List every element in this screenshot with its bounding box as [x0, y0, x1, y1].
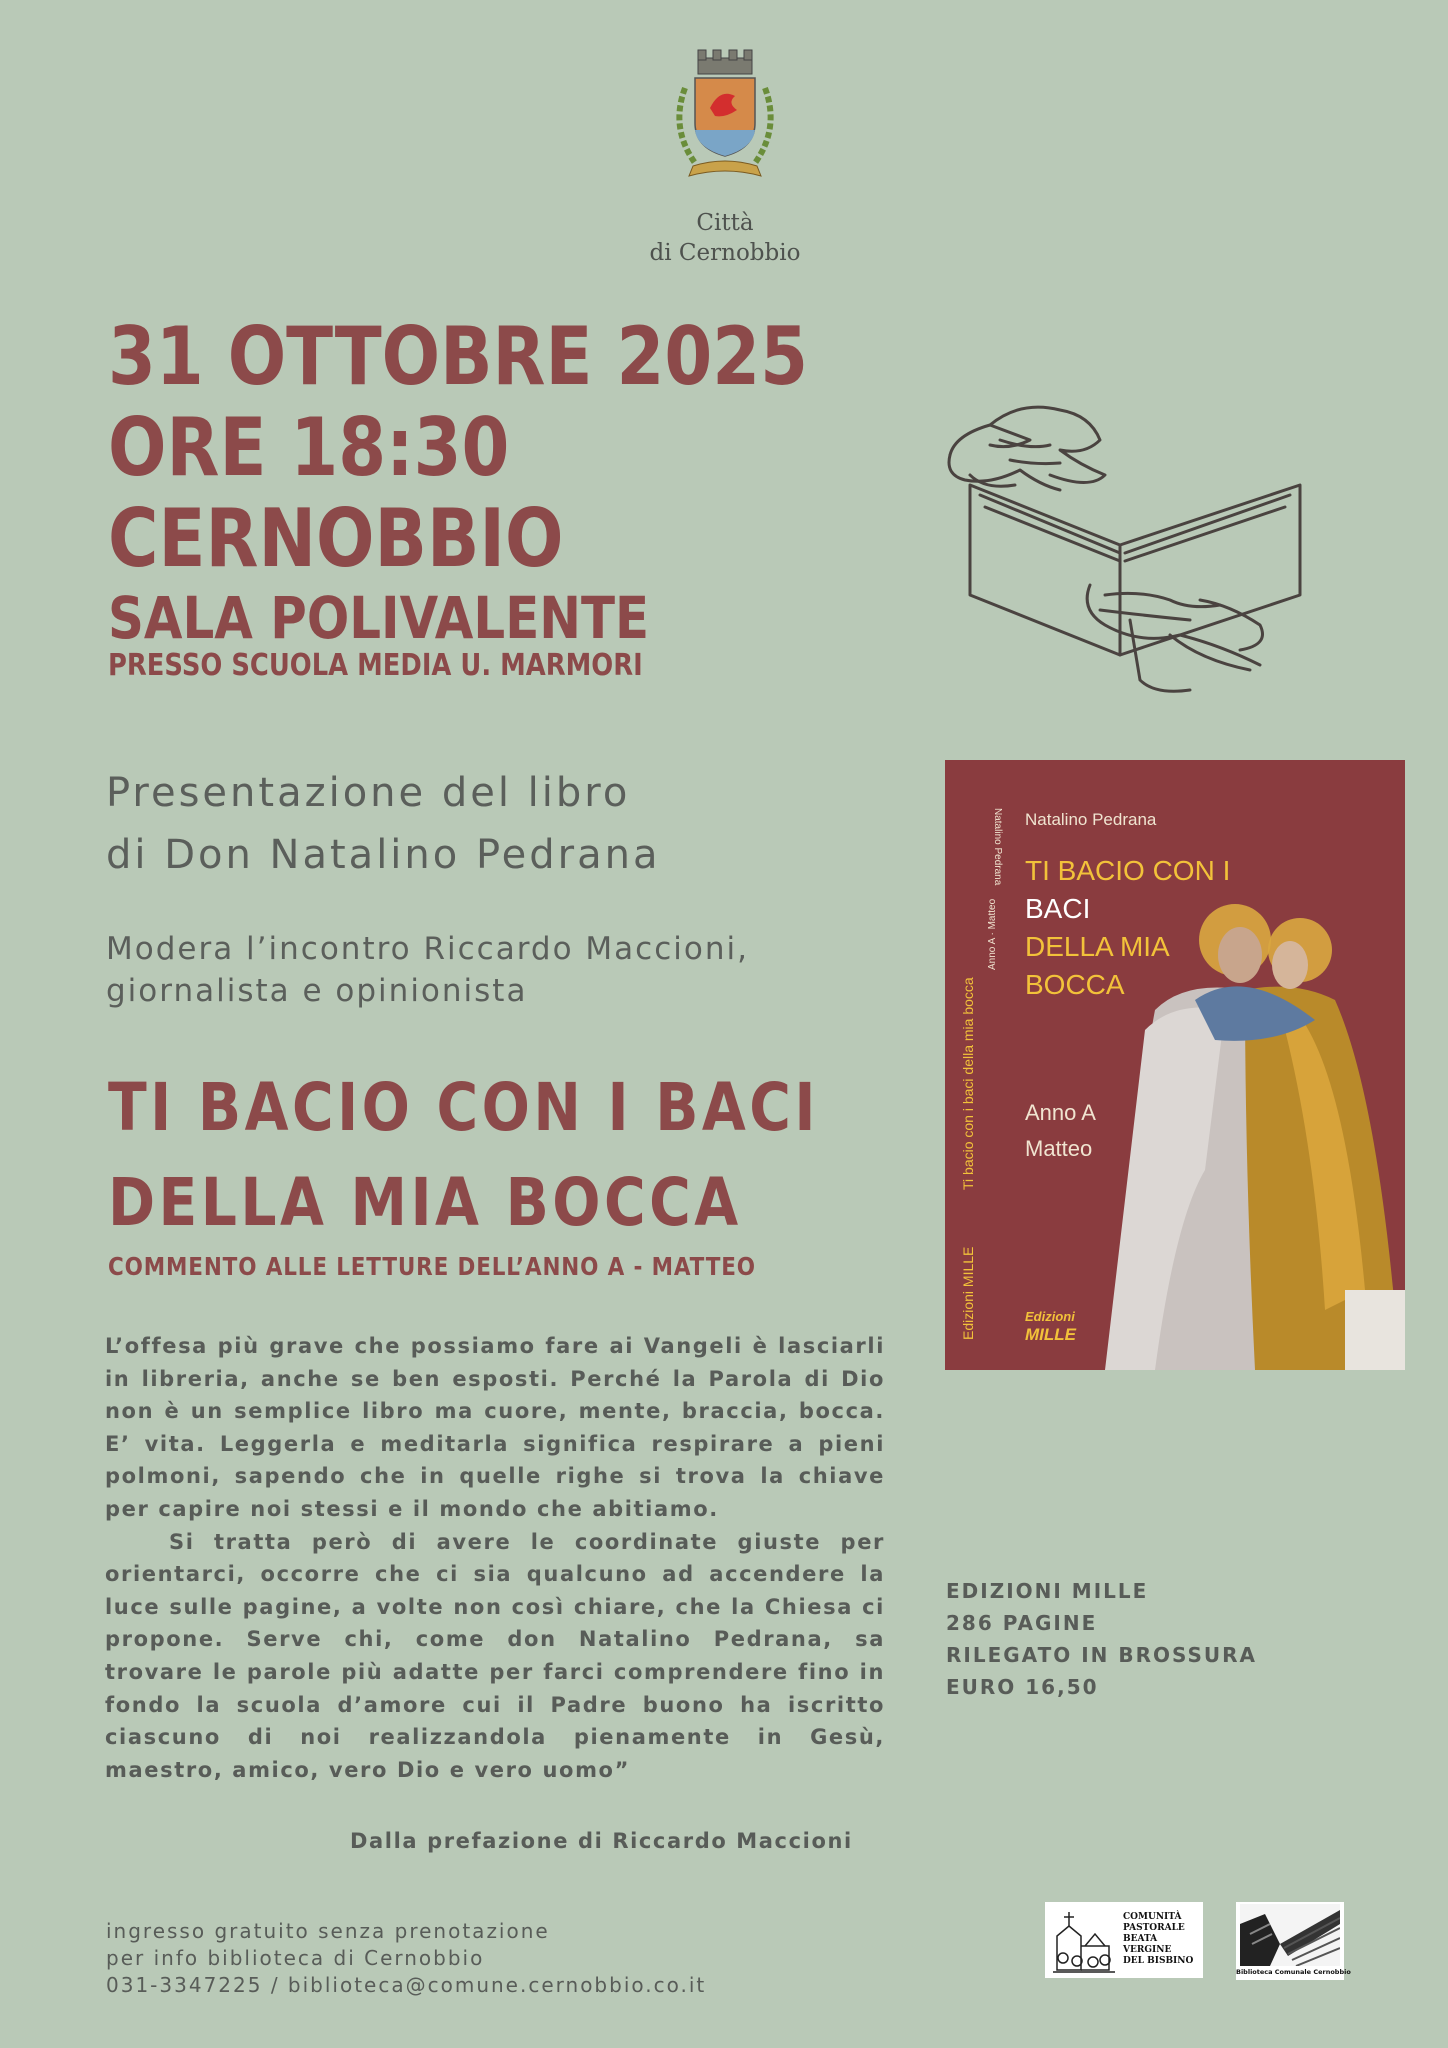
spec-pages: 286 PAGINE	[946, 1611, 1098, 1635]
cover-publisher-line1: Edizioni	[1025, 1309, 1075, 1324]
book-title-line2: DELLA MIA BOCCA	[108, 1164, 742, 1241]
description-paragraph: Si tratta però di avere le coordinate giuste per orientarci, occorre che ci sia qualcuno ad accendere la luce sulle pagine, a volte non così chiare, che la Chiesa ci propone. Serve chi, come don Natalino Pedrana, sa trovare le parole più adatte per farci comprendere fino in fondo la scuola d’amore cui il Padre buono ha iscritto ciascuno di noi realizzandola pienamente in Gesù, maestro, amico, vero Dio e vero uomo”	[105, 1529, 885, 1782]
moderator-line1: Modera l’incontro Riccardo Maccioni,	[106, 931, 749, 967]
event-venue-detail: PRESSO SCUOLA MEDIA U. MARMORI	[108, 648, 643, 683]
spine-author: Natalino Pedrana	[992, 808, 1003, 886]
cover-sub-line: Matteo	[1025, 1136, 1093, 1161]
cover-sub-line: Anno A	[1025, 1100, 1096, 1125]
parish-community-logo	[1045, 1902, 1203, 1978]
cover-title-line: BOCCA	[1025, 969, 1125, 1000]
parish-logo-text	[1123, 1912, 1203, 1967]
library-logo	[1236, 1902, 1351, 1980]
spine-publisher: Edizioni MILLE	[960, 1246, 976, 1340]
cover-title-line: BACI	[1025, 893, 1091, 924]
event-venue: SALA POLIVALENTE	[108, 584, 650, 652]
parish-logo-line: PASTORALE	[1123, 1923, 1185, 1933]
cover-spine	[949, 800, 1007, 1360]
event-town: CERNOBBIO	[108, 492, 564, 585]
cover-title	[1025, 852, 1230, 1004]
hands-holding-book-icon	[940, 395, 1320, 705]
book-title-line1: TI BACIO CON I BACI	[108, 1069, 819, 1146]
cover-author: Natalino Pedrana	[1025, 810, 1157, 829]
footer-info	[106, 1918, 706, 1999]
spec-publisher: EDIZIONI MILLE	[946, 1579, 1149, 1603]
parish-logo-line: COMUNITÀ	[1123, 1912, 1182, 1922]
event-time: ORE 18:30	[108, 401, 510, 494]
parish-logo-line: DEL BISBINO	[1123, 1956, 1194, 1966]
spec-binding: RILEGATO IN BROSSURA	[946, 1643, 1258, 1667]
spine-title: Ti bacio con i baci della mia bocca	[960, 977, 976, 1190]
cover-title-line: TI BACIO CON I	[1025, 855, 1231, 886]
city-name-line2: di Cernobbio	[649, 240, 801, 266]
event-date: 31 OTTOBRE 2025	[108, 310, 808, 403]
city-name	[600, 208, 850, 268]
quote-attribution: Dalla prefazione di Riccardo Maccioni	[350, 1829, 853, 1853]
parish-logo-line: BEATA VERGINE	[1123, 1934, 1172, 1955]
book-cover	[945, 760, 1405, 1370]
library-logo-text: Biblioteca Comunale Cernobbio	[1236, 1968, 1351, 1976]
spec-price: EURO 16,50	[946, 1675, 1099, 1699]
library-books-icon	[1240, 1904, 1340, 1966]
cover-title-line: DELLA MIA	[1025, 931, 1170, 962]
book-specs	[946, 1575, 1257, 1703]
presentation-intro	[106, 762, 660, 886]
footer-contact: 031-3347225 / biblioteca@comune.cernobbio.co.it	[106, 1973, 707, 1997]
cover-publisher-line2: MILLE	[1025, 1325, 1076, 1344]
footer-line2: per info biblioteca di Cernobbio	[106, 1946, 485, 1970]
moderator-info	[106, 928, 749, 1012]
description-paragraph: L’offesa più grave che possiamo fare ai Vangeli è lasciarli in libreria, anche se ben esposti. Perché la Parola di Dio non è un semplice libro ma cuore, mente, braccia, bocca. E’ vita. Leggerla e meditarla significa respirare a pieni polmoni, sapendo che in quelle righe si trova la chiave per capire noi stessi e il mondo che abitiamo.	[105, 1334, 885, 1521]
cover-publisher	[1025, 1308, 1076, 1344]
city-crest-icon	[665, 48, 785, 198]
city-name-line1: Città	[696, 210, 754, 236]
footer-line1: ingresso gratuito senza prenotazione	[106, 1919, 550, 1943]
cover-subtitle	[1025, 1095, 1096, 1167]
moderator-line2: giornalista e opinionista	[106, 973, 528, 1009]
presentation-line2: di Don Natalino Pedrana	[106, 832, 661, 878]
presentation-line1: Presentazione del libro	[106, 770, 631, 816]
church-sketch-icon	[1049, 1906, 1119, 1974]
spine-sub: Anno A · Matteo	[987, 898, 998, 970]
book-subtitle: COMMENTO ALLE LETTURE DELL’ANNO A - MATTEO	[108, 1252, 756, 1281]
book-description	[105, 1330, 885, 1786]
